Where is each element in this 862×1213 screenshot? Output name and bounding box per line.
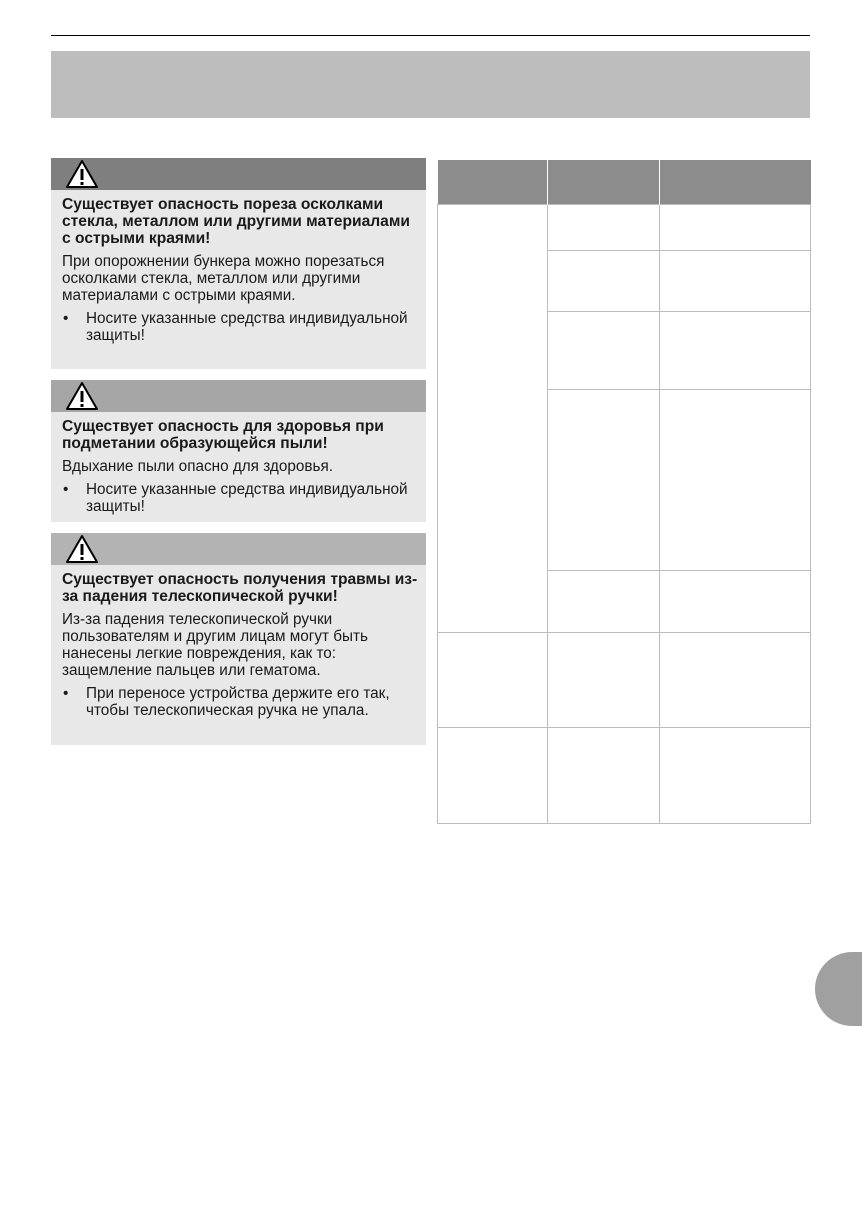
warning-bullet [62, 481, 420, 515]
table-header-row [438, 160, 811, 205]
warning-header [51, 533, 426, 565]
table-cell [548, 571, 660, 633]
table-row [438, 205, 811, 251]
warning-text: При опорожнении бункера можно порезаться осколками стекла, металлом или другими материалами с острыми краями. [62, 253, 385, 304]
warning-bullet [62, 310, 420, 344]
top-rule [51, 35, 810, 36]
table-cell [548, 633, 660, 728]
table-cell [548, 205, 660, 251]
table-cell [438, 633, 548, 728]
table-cell [548, 251, 660, 312]
warning-bullet [62, 685, 420, 719]
warning-title: Существует опасность для здоровья при подметании образующейся пыли! [62, 418, 384, 452]
warning-header [51, 158, 426, 190]
warning-bullet-text: При переносе устройства держите его так, чтобы телескопическая ручка не упала. [86, 685, 390, 719]
warning-triangle-icon [65, 534, 99, 564]
warning-title: Существует опасность получения травмы из-за падения телескопической ручки! [62, 571, 418, 605]
table-cell [660, 205, 811, 251]
table-row [438, 728, 811, 824]
table-cell [548, 390, 660, 571]
warning-box-handle-hazard [51, 533, 426, 745]
table-cell [660, 633, 811, 728]
warning-triangle-icon [65, 381, 99, 411]
table-cell [660, 312, 811, 390]
table-cell [438, 728, 548, 824]
warning-box-dust-hazard [51, 380, 426, 522]
page-header-bar [51, 51, 810, 118]
bullet-dot: • [63, 310, 69, 327]
table-header-cell [548, 160, 660, 205]
table-cell [548, 728, 660, 824]
warning-header [51, 380, 426, 412]
table-cell [660, 390, 811, 571]
language-side-tab [815, 952, 862, 1026]
warning-title: Существует опасность пореза осколками стекла, металлом или другими материалами с острыми краями! [62, 196, 410, 247]
warning-text: Вдыхание пыли опасно для здоровья. [62, 458, 333, 475]
table-cell [438, 205, 548, 633]
bullet-dot: • [63, 685, 69, 702]
table-cell [660, 728, 811, 824]
table-cell [548, 312, 660, 390]
warning-triangle-icon [65, 159, 99, 189]
warning-box-cut-hazard [51, 158, 426, 369]
bullet-dot: • [63, 481, 69, 498]
table-cell [660, 251, 811, 312]
warning-text: Из-за падения телескопической ручки пользователям и другим лицам могут быть нанесены легкие повреждения, как то: защемление пальцев или гематома. [62, 611, 368, 679]
warning-bullet-text: Носите указанные средства индивидуальной защиты! [86, 481, 408, 515]
table-cell [660, 571, 811, 633]
table-row [438, 633, 811, 728]
warning-bullet-text: Носите указанные средства индивидуальной защиты! [86, 310, 408, 344]
table-header-cell [438, 160, 548, 205]
table-header-cell [660, 160, 811, 205]
empty-table [437, 160, 811, 824]
